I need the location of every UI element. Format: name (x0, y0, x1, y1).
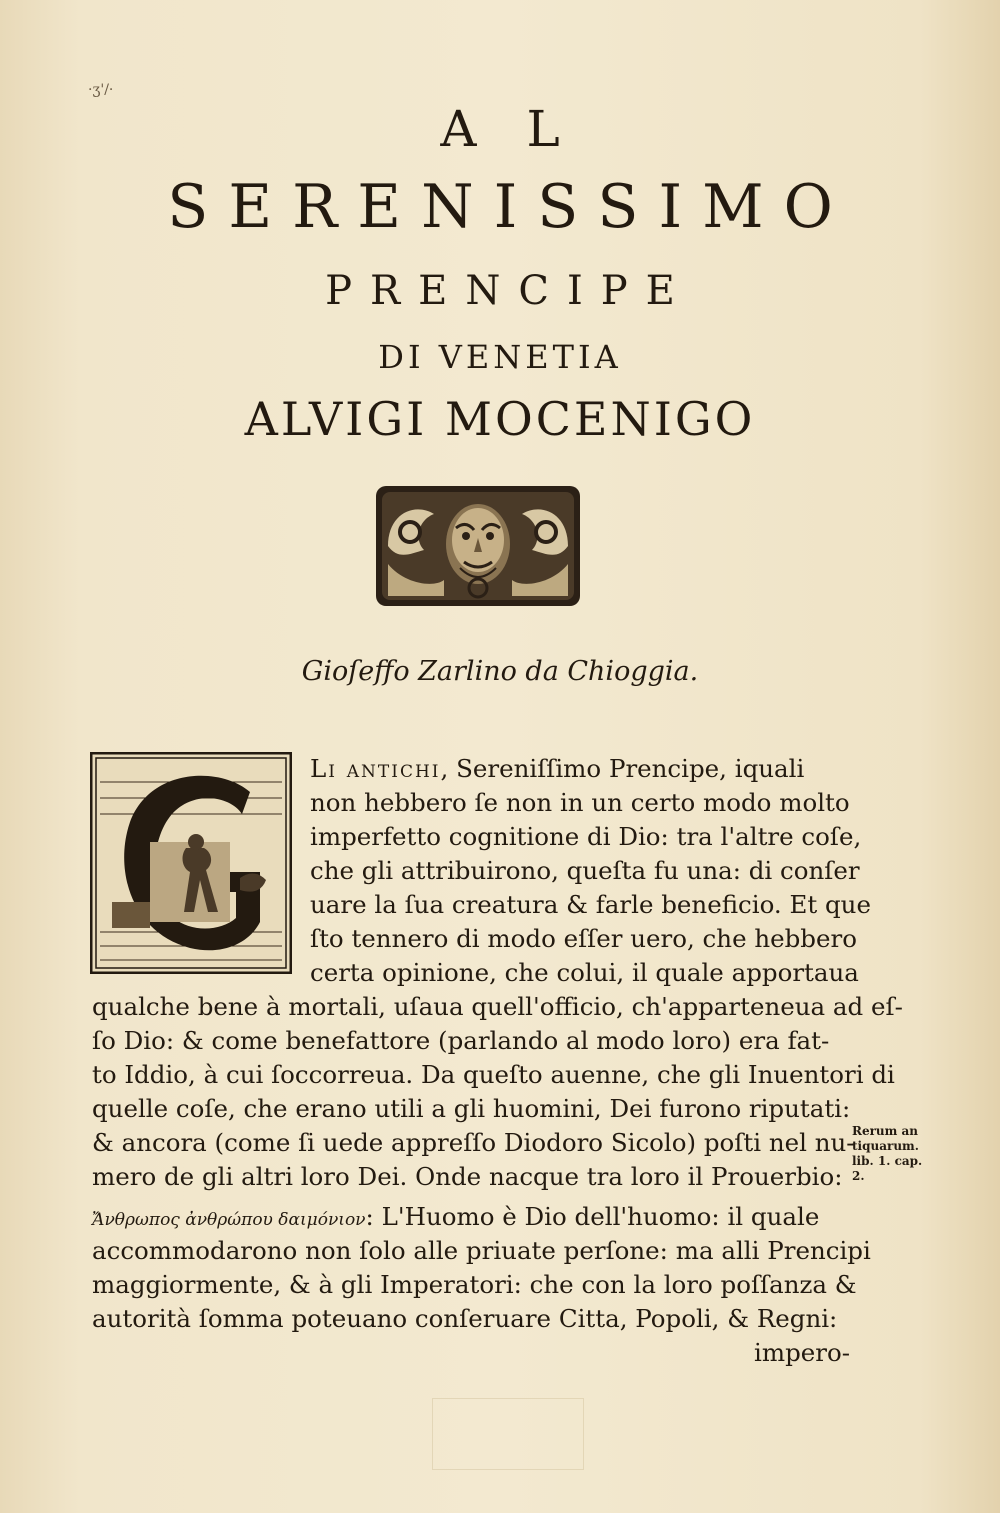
body-line: to Iddio, à cui ſoccorreua. Da queſto auenne, che gli Inuentori di (92, 1060, 895, 1089)
body-line-text: , Sereniſſimo Prencipe, iquali (440, 754, 805, 783)
page-mark: ·ʒ'/· (88, 82, 114, 98)
margin-note-line: 2. (852, 1169, 865, 1183)
body-line (92, 1200, 819, 1238)
dedication-to: AL (440, 100, 610, 158)
body-line: ſto tennero di modo eſſer uero, che hebbero (310, 924, 857, 953)
body-line: mero de gli altri loro Dei. Onde nacque tra loro il Prouerbio: (92, 1162, 843, 1191)
library-stamp (432, 1398, 584, 1470)
body-line (310, 752, 804, 787)
dedicatee-rank: PRENCIPE (325, 268, 693, 314)
body-line: non hebbero ſe non in un certo modo molto (310, 788, 850, 817)
margin-note-line: lib. 1. cap. (852, 1154, 923, 1168)
greek-proverb: Ἄνθρωπος ἀνθρώπου δαιμόνιον (92, 1210, 366, 1230)
body-line-text: : L'Huomo è Dio dell'huomo: il quale (365, 1202, 820, 1231)
dedicatee-name: ALVIGI MOCENIGO (244, 392, 756, 446)
woodcut-initial-g-icon (90, 752, 292, 974)
author-line: Gioſeffo Zarlino da Chioggia. (301, 656, 699, 687)
body-line: che gli attribuirono, queſta fu una: di conſer (310, 856, 860, 885)
margin-note (852, 1124, 942, 1184)
dedicatee-place: DI VENETIA (378, 338, 622, 376)
grotesque-mask-cartouche-icon (374, 484, 582, 608)
margin-note-line: tiquarum. (852, 1139, 919, 1153)
body-line: certa opinione, che colui, il quale apportaua (310, 958, 859, 987)
body-line: imperfetto cognitione di Dio: tra l'altre coſe, (310, 822, 862, 851)
opening-words: Li antichi (310, 754, 441, 783)
body-line: accommodarono non ſolo alle priuate perſone: ma alli Prencipi (92, 1236, 871, 1265)
body-line: quelle coſe, che erano utili a gli huomini, Dei furono riputati: (92, 1094, 851, 1123)
body-line: & ancora (come ſi uede appreſſo Diodoro Sicolo) poſti nel nu- (92, 1128, 855, 1157)
body-line: ſo Dio: & come benefattore (parlando al modo loro) era fat- (92, 1026, 830, 1055)
margin-note-line: Rerum an (852, 1124, 919, 1138)
body-line: qualche bene à mortali, uſaua quell'officio, ch'apparteneua ad eſ- (92, 992, 903, 1021)
dedicatee-title: SERENISSIMO (167, 172, 853, 242)
body-line: maggiormente, & à gli Imperatori: che con la loro poſſanza & (92, 1270, 857, 1299)
catchword: impero- (754, 1338, 850, 1367)
body-line: uare la ſua creatura & farle beneficio. Et que (310, 890, 871, 919)
body-line: autorità ſomma poteuano conſeruare Citta, Popoli, & Regni: (92, 1304, 838, 1333)
